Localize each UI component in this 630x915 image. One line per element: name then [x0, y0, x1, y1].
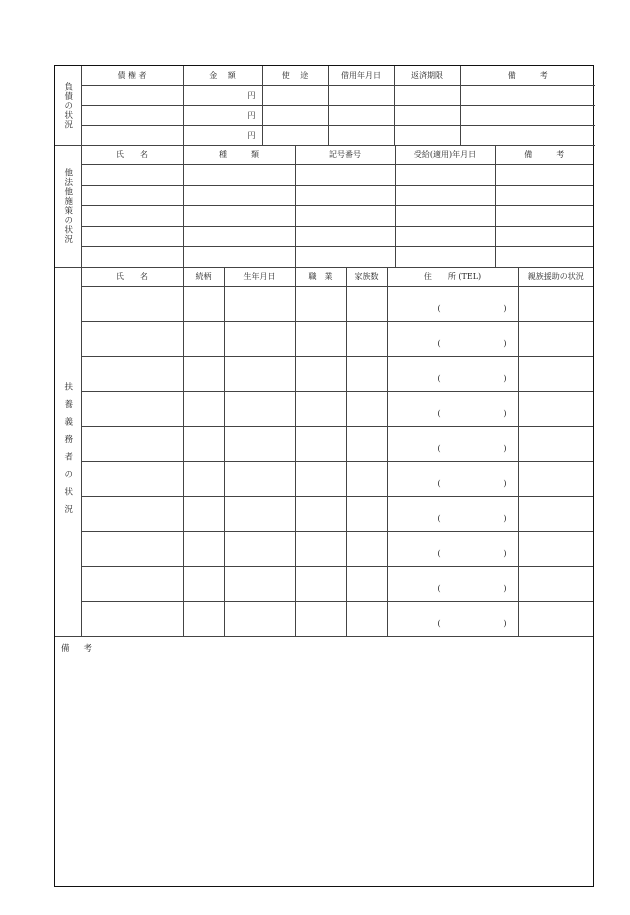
support-row	[55, 392, 593, 427]
support-row	[55, 532, 593, 567]
borrow-date-field[interactable]	[328, 125, 394, 145]
creditor-field[interactable]	[81, 125, 183, 145]
other-laws-row	[55, 247, 593, 268]
type-field[interactable]	[183, 165, 295, 186]
birthdate-field[interactable]	[224, 287, 295, 322]
support-row	[55, 287, 593, 322]
address-tel-field[interactable]	[387, 462, 518, 497]
tel-open-paren: (	[437, 409, 441, 418]
tel-close-paren: )	[503, 409, 507, 418]
header-purpose: 使 途	[262, 66, 328, 85]
type-field[interactable]	[183, 226, 295, 247]
address-tel-field[interactable]	[387, 392, 518, 427]
address-tel-field[interactable]	[387, 532, 518, 567]
tel-open-paren: (	[437, 339, 441, 348]
date-field[interactable]	[395, 247, 495, 268]
relation-field[interactable]	[183, 497, 224, 532]
family-count-field[interactable]	[346, 462, 387, 497]
name-field[interactable]	[81, 567, 183, 602]
name-field[interactable]	[81, 322, 183, 357]
purpose-field[interactable]	[262, 125, 328, 145]
borrow-date-field[interactable]	[328, 105, 394, 125]
tel-open-paren: (	[437, 514, 441, 523]
header-remarks: 備 考	[495, 146, 593, 165]
tel-close-paren: )	[503, 339, 507, 348]
birthdate-field[interactable]	[224, 357, 295, 392]
header-repay-deadline: 返済期限	[394, 66, 460, 85]
type-field[interactable]	[183, 247, 295, 268]
tel-close-paren: )	[503, 374, 507, 383]
address-tel-field[interactable]	[387, 497, 518, 532]
other-laws-row	[55, 185, 593, 206]
debt-row	[55, 105, 595, 125]
header-borrow-date: 借用年月日	[328, 66, 394, 85]
name-field[interactable]	[81, 357, 183, 392]
tel-open-paren: (	[437, 304, 441, 313]
remarks-area[interactable]	[55, 637, 593, 873]
name-field[interactable]	[81, 185, 183, 206]
debt-row	[55, 125, 595, 145]
family-count-field[interactable]	[346, 602, 387, 637]
birthdate-field[interactable]	[224, 532, 295, 567]
date-field[interactable]	[395, 165, 495, 186]
address-tel-field[interactable]	[387, 427, 518, 462]
relative-aid-field[interactable]	[518, 392, 593, 427]
remarks-field[interactable]	[460, 105, 595, 125]
address-tel-field[interactable]	[387, 567, 518, 602]
birthdate-field[interactable]	[224, 462, 295, 497]
name-field[interactable]	[81, 497, 183, 532]
support-row	[55, 357, 593, 392]
birthdate-field[interactable]	[224, 567, 295, 602]
relation-field[interactable]	[183, 322, 224, 357]
relation-field[interactable]	[183, 567, 224, 602]
header-benefit-date: 受給(適用)年月日	[395, 146, 495, 165]
tel-open-paren: (	[437, 479, 441, 488]
tel-close-paren: )	[503, 584, 507, 593]
family-count-field[interactable]	[346, 427, 387, 462]
occupation-field[interactable]	[295, 392, 346, 427]
occupation-field[interactable]	[295, 287, 346, 322]
occupation-field[interactable]	[295, 357, 346, 392]
occupation-field[interactable]	[295, 532, 346, 567]
relative-aid-field[interactable]	[518, 357, 593, 392]
code-field[interactable]	[295, 226, 395, 247]
header-name: 氏 名	[81, 268, 183, 287]
other-laws-section	[55, 146, 593, 268]
relation-field[interactable]	[183, 392, 224, 427]
family-count-field[interactable]	[346, 322, 387, 357]
header-type: 種 類	[183, 146, 295, 165]
other-laws-row	[55, 226, 593, 247]
other-laws-row	[55, 165, 593, 186]
relative-aid-field[interactable]	[518, 602, 593, 637]
date-field[interactable]	[395, 226, 495, 247]
tel-close-paren: )	[503, 479, 507, 488]
family-count-field[interactable]	[346, 497, 387, 532]
tel-open-paren: (	[437, 619, 441, 628]
header-occupation: 職 業	[295, 268, 346, 287]
support-row	[55, 462, 593, 497]
yen-unit: 円	[247, 130, 256, 140]
header-relative-aid: 親族援助の状況	[518, 268, 593, 287]
relative-aid-field[interactable]	[518, 567, 593, 602]
debt-section	[55, 66, 595, 146]
relative-aid-field[interactable]	[518, 322, 593, 357]
relative-aid-field[interactable]	[518, 462, 593, 497]
relation-field[interactable]	[183, 357, 224, 392]
header-creditor: 債 権 者	[81, 66, 183, 85]
address-tel-field[interactable]	[387, 602, 518, 637]
name-field[interactable]	[81, 287, 183, 322]
amount-field[interactable]	[183, 105, 262, 125]
relation-field[interactable]	[183, 287, 224, 322]
tel-open-paren: (	[437, 444, 441, 453]
remarks-field[interactable]	[495, 185, 593, 206]
birthdate-field[interactable]	[224, 392, 295, 427]
family-count-field[interactable]	[346, 532, 387, 567]
remarks-field[interactable]	[460, 125, 595, 145]
code-field[interactable]	[295, 165, 395, 186]
occupation-field[interactable]	[295, 322, 346, 357]
header-family-count: 家族数	[346, 268, 387, 287]
relation-field[interactable]	[183, 462, 224, 497]
yen-unit: 円	[247, 90, 256, 100]
relation-field[interactable]	[183, 602, 224, 637]
name-field[interactable]	[81, 532, 183, 567]
tel-close-paren: )	[503, 514, 507, 523]
birthdate-field[interactable]	[224, 427, 295, 462]
header-birthdate: 生年月日	[224, 268, 295, 287]
header-remarks: 備 考	[460, 66, 595, 85]
name-field[interactable]	[81, 165, 183, 186]
date-field[interactable]	[395, 206, 495, 227]
name-field[interactable]	[81, 462, 183, 497]
remarks-field[interactable]	[495, 226, 593, 247]
support-row	[55, 322, 593, 357]
header-relation: 続柄	[183, 268, 224, 287]
name-field[interactable]	[81, 427, 183, 462]
debt-side-label: 負債の状況	[55, 66, 81, 145]
other-laws-row	[55, 206, 593, 227]
tel-close-paren: )	[503, 549, 507, 558]
support-side-label: 扶養義務者の状況	[55, 268, 81, 637]
tel-close-paren: )	[503, 304, 507, 313]
address-tel-field[interactable]	[387, 357, 518, 392]
debt-row	[55, 85, 595, 105]
family-count-field[interactable]	[346, 357, 387, 392]
repay-deadline-field[interactable]	[394, 125, 460, 145]
amount-field[interactable]	[183, 125, 262, 145]
family-count-field[interactable]	[346, 287, 387, 322]
yen-unit: 円	[247, 110, 256, 120]
occupation-field[interactable]	[295, 497, 346, 532]
name-field[interactable]	[81, 226, 183, 247]
support-row	[55, 567, 593, 602]
name-field[interactable]	[81, 206, 183, 227]
remarks-field[interactable]	[460, 85, 595, 105]
header-amount: 金 額	[183, 66, 262, 85]
birthdate-field[interactable]	[224, 497, 295, 532]
occupation-field[interactable]	[295, 567, 346, 602]
date-field[interactable]	[395, 185, 495, 206]
code-field[interactable]	[295, 247, 395, 268]
name-field[interactable]	[81, 392, 183, 427]
repay-deadline-field[interactable]	[394, 105, 460, 125]
address-tel-field[interactable]	[387, 322, 518, 357]
relative-aid-field[interactable]	[518, 497, 593, 532]
remarks-field[interactable]	[495, 165, 593, 186]
other-laws-side-label: 他法他施策の状況	[55, 146, 81, 268]
name-field[interactable]	[81, 602, 183, 637]
family-count-field[interactable]	[346, 392, 387, 427]
occupation-field[interactable]	[295, 602, 346, 637]
remarks-field[interactable]	[495, 206, 593, 227]
support-section	[55, 268, 593, 638]
support-row	[55, 427, 593, 462]
header-name: 氏 名	[81, 146, 183, 165]
borrow-date-field[interactable]	[328, 85, 394, 105]
address-tel-field[interactable]	[387, 287, 518, 322]
creditor-field[interactable]	[81, 85, 183, 105]
relative-aid-field[interactable]	[518, 287, 593, 322]
code-field[interactable]	[295, 206, 395, 227]
name-field[interactable]	[81, 247, 183, 268]
tel-close-paren: )	[503, 619, 507, 628]
relative-aid-field[interactable]	[518, 427, 593, 462]
amount-field[interactable]	[183, 85, 262, 105]
repay-deadline-field[interactable]	[394, 85, 460, 105]
relative-aid-field[interactable]	[518, 532, 593, 567]
type-field[interactable]	[183, 206, 295, 227]
purpose-field[interactable]	[262, 85, 328, 105]
purpose-field[interactable]	[262, 105, 328, 125]
relation-field[interactable]	[183, 427, 224, 462]
support-row	[55, 602, 593, 637]
tel-open-paren: (	[437, 374, 441, 383]
remarks-label: 備考	[61, 644, 107, 654]
relation-field[interactable]	[183, 532, 224, 567]
type-field[interactable]	[183, 185, 295, 206]
header-address-tel: 住 所 (TEL)	[387, 268, 518, 287]
tel-close-paren: )	[503, 444, 507, 453]
tel-open-paren: (	[437, 584, 441, 593]
remarks-field[interactable]	[495, 247, 593, 268]
tel-open-paren: (	[437, 549, 441, 558]
occupation-field[interactable]	[295, 427, 346, 462]
birthdate-field[interactable]	[224, 322, 295, 357]
code-field[interactable]	[295, 185, 395, 206]
form-frame	[54, 65, 594, 887]
header-code-number: 記号番号	[295, 146, 395, 165]
occupation-field[interactable]	[295, 462, 346, 497]
family-count-field[interactable]	[346, 567, 387, 602]
support-row	[55, 497, 593, 532]
creditor-field[interactable]	[81, 105, 183, 125]
birthdate-field[interactable]	[224, 602, 295, 637]
